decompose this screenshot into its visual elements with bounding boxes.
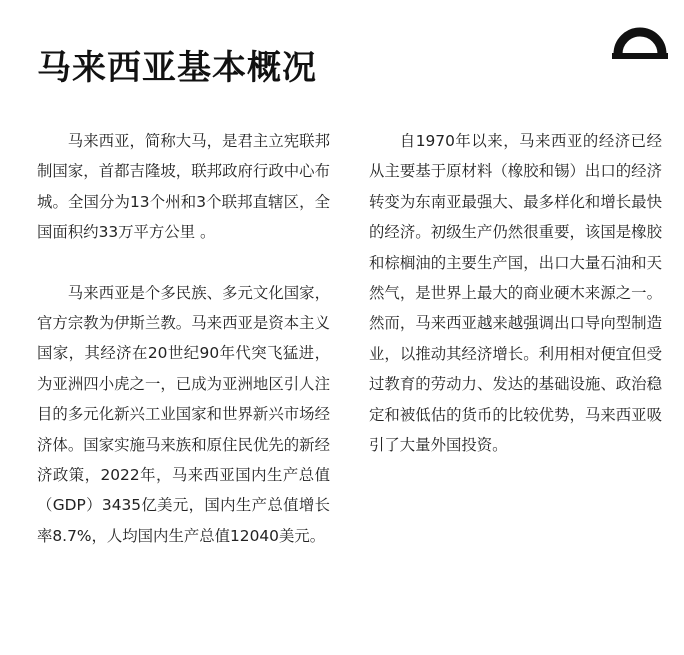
economic-history-paragraph: 自1970年以来，马来西亚的经济已经从主要基于原材料（橡胶和锡）出口的经济转变为东南亚最强大、最多样化和增长最快的经济。初级生产仍然很重要，该国是橡胶和棕榈油的主要生产国，出口大量石油和天然气，是世界上最大的商业硬木来源之一。然而，马来西亚越来越强调出口导向型制造业，以推动其经济增长。利用相对便宜但受过教育的劳动力、发达的基础设施、政治稳定和被低估的货币的比较优势，马来西亚吸引了大量外国投资。 — [369, 132, 662, 455]
right-column — [369, 126, 662, 460]
page-title: 马来西亚基本概况 — [37, 48, 317, 88]
logo-icon — [602, 6, 678, 74]
bowl-arc-icon — [602, 6, 678, 74]
left-column — [37, 126, 330, 551]
intro-paragraph: 马来西亚，简称大马，是君主立宪联邦制国家，首都吉隆坡，联邦政府行政中心布城。全国分为13个州和3个联邦直辖区，全国面积约33万平方公里 。 — [37, 132, 330, 242]
society-economy-paragraph: 马来西亚是个多民族、多元文化国家，官方宗教为伊斯兰教。马来西亚是资本主义国家，其经济在20世纪90年代突飞猛进，为亚洲四小虎之一，已成为亚洲地区引人注目的多元化新兴工业国家和世界新兴市场经济体。国家实施马来族和原住民优先的新经济政策，2022年，马来西亚国内生产总值（GDP）3435亿美元，国内生产总值增长率8.7%，人均国内生产总值12040美元。 — [37, 283, 330, 545]
